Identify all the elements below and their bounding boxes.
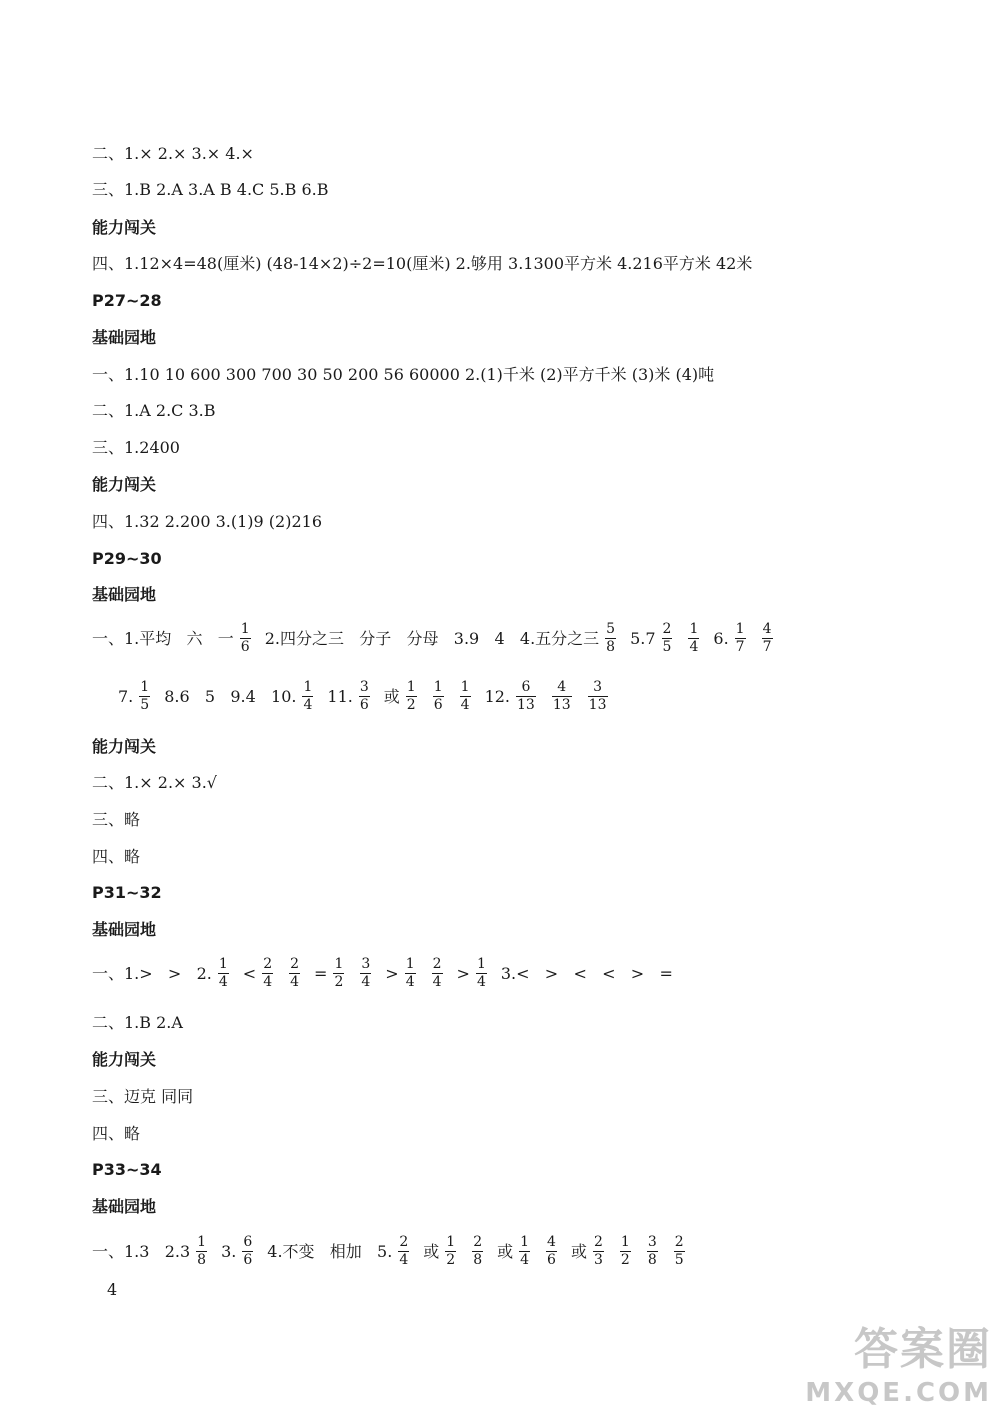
- fraction-denominator: 4: [476, 974, 486, 990]
- fraction-denominator: 6: [433, 697, 443, 713]
- page-range-heading: P29~30: [92, 549, 162, 568]
- fraction-denominator: 4: [263, 974, 273, 990]
- answer-line: 三、略: [92, 810, 141, 829]
- fraction-numerator: 2: [432, 956, 442, 972]
- section-heading: 能力闯关: [92, 218, 157, 237]
- answer-line-fractions: [118, 680, 622, 713]
- fraction-numerator: 2: [593, 1234, 603, 1250]
- fraction-numerator: 2: [674, 1234, 684, 1250]
- answer-text: 一、1.3 2.3: [92, 1241, 191, 1261]
- fraction-denominator: 8: [197, 1252, 207, 1268]
- fraction-numerator: 3: [647, 1234, 657, 1250]
- answer-line-fractions: [92, 622, 787, 655]
- answer-line: 四、1.32 2.200 3.(1)9 (2)216: [92, 512, 323, 531]
- answer-line: 三、1.B 2.A 3.A B 4.C 5.B 6.B: [92, 180, 329, 199]
- section-heading: 基础园地: [92, 920, 157, 939]
- fraction-numerator: 2: [263, 956, 273, 972]
- fraction-denominator: 4: [460, 697, 470, 713]
- section-heading: 基础园地: [92, 585, 157, 604]
- fraction-numerator: 4: [557, 679, 567, 695]
- fraction: [242, 1235, 253, 1268]
- fraction-denominator: 4: [218, 974, 228, 990]
- fraction: [516, 680, 536, 713]
- watermark-logo: [777, 1313, 992, 1408]
- fraction-denominator: 8: [473, 1252, 483, 1268]
- fraction-numerator: 6: [243, 1234, 253, 1250]
- fraction: [460, 680, 471, 713]
- fraction: [593, 1235, 604, 1268]
- fraction-numerator: 1: [240, 621, 250, 637]
- answer-line: 二、1.B 2.A: [92, 1013, 183, 1032]
- fraction-numerator: 5: [606, 621, 616, 637]
- fraction-numerator: 1: [460, 679, 470, 695]
- fraction-numerator: 1: [476, 956, 486, 972]
- answer-text: 8.6 5 9.4 10.: [164, 686, 297, 706]
- answer-line-fractions: [92, 957, 677, 990]
- fraction: [735, 622, 746, 655]
- answer-line: 四、1.12×4=48(厘米) (48-14×2)÷2=10(厘米) 2.够用 3.1300平方米 4.216平方米 42米: [92, 254, 753, 273]
- section-heading: 基础园地: [92, 328, 157, 347]
- fraction-denominator: 4: [689, 639, 699, 655]
- answer-text: 或: [570, 1241, 587, 1261]
- fraction-denominator: 5: [674, 1252, 684, 1268]
- fraction: [359, 680, 370, 713]
- fraction: [398, 1235, 409, 1268]
- answer-text: 或: [497, 1241, 514, 1261]
- fraction: [620, 1235, 631, 1268]
- fraction-denominator: 4: [361, 974, 371, 990]
- fraction: [662, 622, 673, 655]
- fraction: [196, 1235, 207, 1268]
- fraction-denominator: 13: [552, 697, 571, 713]
- fraction-numerator: 1: [520, 1234, 530, 1250]
- fraction-denominator: 4: [405, 974, 415, 990]
- fraction-numerator: 1: [735, 621, 745, 637]
- answer-line: 四、略: [92, 847, 141, 866]
- fraction: [406, 680, 417, 713]
- answer-line: 二、1.× 2.× 3.√: [92, 773, 217, 792]
- fraction-numerator: 3: [593, 679, 603, 695]
- fraction-denominator: 13: [588, 697, 607, 713]
- fraction-denominator: 2: [406, 697, 416, 713]
- fraction-denominator: 4: [303, 697, 313, 713]
- fraction: [333, 957, 344, 990]
- answer-text: >: [385, 963, 399, 983]
- page-range-heading: P33~34: [92, 1160, 162, 1179]
- fraction: [762, 622, 773, 655]
- fraction-numerator: 6: [521, 679, 531, 695]
- answer-text: 一、1.平均 六 一: [92, 628, 234, 648]
- page-range-heading: P27~28: [92, 291, 162, 310]
- answer-line: 一、1.10 10 600 300 700 30 50 200 56 60000 2.(1)千米 (2)平方千米 (3)米 (4)吨: [92, 365, 715, 384]
- watermark-url: MXQE.COM: [805, 1378, 992, 1408]
- answer-text: 11.: [327, 686, 353, 706]
- answer-text: 或: [383, 686, 400, 706]
- answer-text: 3.: [221, 1241, 237, 1261]
- fraction: [240, 622, 251, 655]
- answer-text: 2.四分之三 分子 分母 3.9 4 4.五分之三: [264, 628, 600, 648]
- fraction-denominator: 4: [399, 1252, 409, 1268]
- fraction-numerator: 1: [405, 956, 415, 972]
- fraction: [674, 1235, 685, 1268]
- answer-line: 三、1.2400: [92, 438, 180, 457]
- answer-text: <: [242, 963, 257, 983]
- fraction-numerator: 2: [399, 1234, 409, 1250]
- fraction-denominator: 2: [446, 1252, 456, 1268]
- fraction-numerator: 2: [662, 621, 672, 637]
- fraction-denominator: 5: [140, 697, 150, 713]
- answer-line: 四、略: [92, 1124, 141, 1143]
- fraction-denominator: 2: [334, 974, 344, 990]
- answer-text: =: [314, 963, 328, 983]
- fraction: [218, 957, 229, 990]
- answer-text: 7.: [118, 686, 134, 706]
- fraction: [546, 1235, 557, 1268]
- fraction: [139, 680, 150, 713]
- section-heading: 能力闯关: [92, 1050, 157, 1069]
- fraction: [360, 957, 371, 990]
- fraction: [433, 680, 444, 713]
- fraction-denominator: 6: [359, 697, 369, 713]
- fraction: [405, 957, 416, 990]
- fraction-denominator: 8: [647, 1252, 657, 1268]
- fraction-denominator: 4: [432, 974, 442, 990]
- answer-line: 三、迈克 同同: [92, 1087, 194, 1106]
- fraction-numerator: 1: [140, 679, 150, 695]
- fraction: [472, 1235, 483, 1268]
- fraction-numerator: 4: [762, 621, 772, 637]
- answer-text: 3.< > < < > =: [500, 963, 673, 983]
- page-number: 4: [107, 1280, 118, 1299]
- fraction-numerator: 2: [290, 956, 300, 972]
- fraction: [519, 1235, 530, 1268]
- fraction-denominator: 7: [762, 639, 772, 655]
- watermark-title: 答案圈: [854, 1324, 992, 1375]
- answer-line: 二、1.A 2.C 3.B: [92, 401, 216, 420]
- fraction: [647, 1235, 658, 1268]
- fraction-denominator: 2: [620, 1252, 630, 1268]
- fraction-numerator: 3: [359, 679, 369, 695]
- fraction: [262, 957, 273, 990]
- fraction: [302, 680, 313, 713]
- fraction-denominator: 4: [520, 1252, 530, 1268]
- fraction-denominator: 3: [593, 1252, 603, 1268]
- fraction-numerator: 4: [547, 1234, 556, 1250]
- fraction-numerator: 2: [473, 1234, 483, 1250]
- answer-text: 4.不变 相加 5.: [267, 1241, 393, 1261]
- fraction-denominator: 6: [547, 1252, 556, 1268]
- fraction: [605, 622, 616, 655]
- fraction: [445, 1235, 456, 1268]
- fraction-numerator: 3: [361, 956, 371, 972]
- fraction: [289, 957, 300, 990]
- fraction-denominator: 7: [735, 639, 745, 655]
- fraction-denominator: 8: [606, 639, 616, 655]
- fraction-numerator: 1: [446, 1234, 456, 1250]
- section-heading: 基础园地: [92, 1197, 157, 1216]
- fraction-numerator: 1: [620, 1234, 630, 1250]
- answer-line-fractions: [92, 1235, 699, 1268]
- answer-text: >: [456, 963, 470, 983]
- fraction: [688, 622, 699, 655]
- fraction-numerator: 1: [218, 956, 228, 972]
- answer-text: 5.7: [630, 628, 656, 648]
- fraction-denominator: 4: [290, 974, 300, 990]
- section-heading: 能力闯关: [92, 475, 157, 494]
- fraction: [552, 680, 572, 713]
- fraction: [476, 957, 487, 990]
- page-range-heading: P31~32: [92, 883, 162, 902]
- fraction-numerator: 1: [689, 621, 699, 637]
- fraction-numerator: 1: [433, 679, 443, 695]
- fraction: [432, 957, 443, 990]
- fraction-numerator: 1: [197, 1234, 207, 1250]
- answer-text: 或: [423, 1241, 440, 1261]
- fraction-numerator: 1: [334, 956, 344, 972]
- fraction-denominator: 13: [517, 697, 535, 713]
- fraction-denominator: 6: [240, 639, 250, 655]
- section-heading: 能力闯关: [92, 737, 157, 756]
- fraction-denominator: 6: [243, 1252, 253, 1268]
- answer-text: 一、1.> > 2.: [92, 963, 212, 983]
- answer-text: 6.: [713, 628, 729, 648]
- answer-text: 12.: [484, 686, 511, 706]
- fraction: [588, 680, 608, 713]
- fraction-numerator: 1: [303, 679, 313, 695]
- fraction-numerator: 1: [406, 679, 416, 695]
- answer-line: 二、1.× 2.× 3.× 4.×: [92, 144, 254, 163]
- fraction-denominator: 5: [662, 639, 672, 655]
